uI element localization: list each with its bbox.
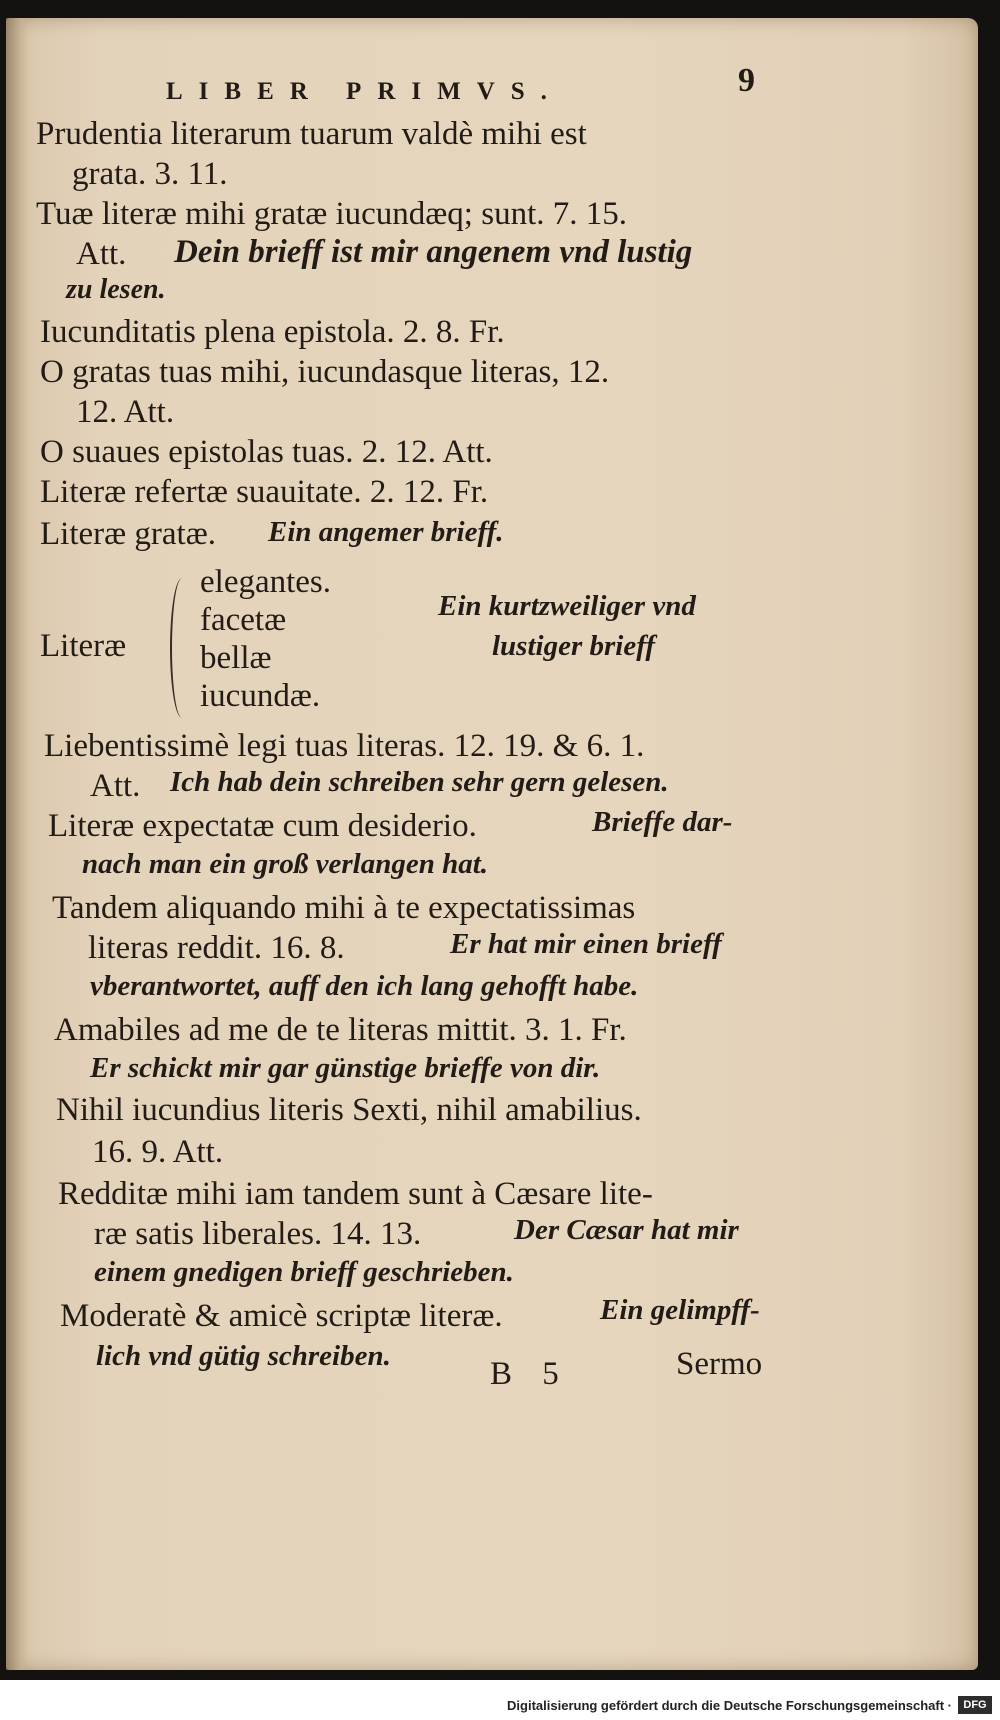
text-line: literas reddit. 16. 8. [88,930,345,966]
german-gloss: Ich hab dein schreiben sehr gern gelesen. [170,766,669,798]
text-line: Literæ refertæ suauitate. 2. 12. Fr. [40,474,489,510]
text-line: 12. Att. [76,394,175,430]
dfg-logo: DFG [958,1696,992,1714]
german-gloss: Ein gelimpff- [600,1294,760,1326]
text-line: Amabiles ad me de te literas mittit. 3. 1. Fr. [54,1012,627,1048]
page-number: 9 [738,62,755,99]
credit-text: Digitalisierung gefördert durch die Deutsche Forschungsgemeinschaft · [507,1698,952,1713]
text-line: Tandem aliquando mihi à te expectatissimas [52,890,636,926]
german-gloss: einem gnedigen brieff geschrieben. [94,1256,514,1288]
text-line: O gratas tuas mihi, iucundasque literas, 12. [40,354,610,390]
text-line: Prudentia literarum tuarum valdè mihi est [36,116,587,152]
text-line: Liebentissimè legi tuas literas. 12. 19. & 6. 1. [44,728,645,764]
text-line: O suaues epistolas tuas. 2. 12. Att. [40,434,493,470]
bracket-item: facetæ [200,602,287,638]
bracket-item: elegantes. [200,564,332,600]
text-line: Iucunditatis plena epistola. 2. 8. Fr. [40,314,505,350]
text-line: Redditæ mihi iam tandem sunt à Cæsare lite- [58,1176,653,1212]
text-line: grata. 3. 11. [72,156,228,192]
german-gloss: Er hat mir einen brieff [450,928,722,960]
catchword: Sermo [676,1346,763,1382]
german-gloss: Der Cæsar hat mir [514,1214,739,1246]
german-gloss: nach man ein groß verlangen hat. [82,848,489,880]
text-line: Literæ gratæ. [40,516,216,552]
text-line: Tuæ literæ mihi gratæ iucundæq; sunt. 7. 15. [36,196,627,232]
german-gloss: Ein kurtzweiliger vnd [438,590,696,622]
german-gloss: lich vnd gütig schreiben. [96,1340,391,1372]
text-line: Literæ expectatæ cum desiderio. [48,808,477,844]
german-gloss: Brieffe dar- [592,806,733,838]
german-gloss: zu lesen. [66,274,166,305]
curly-bracket [170,578,194,718]
text-line: Nihil iucundius literis Sexti, nihil amabilius. [56,1092,642,1128]
german-gloss: lustiger brieff [492,630,655,662]
text-line: 16. 9. Att. [92,1134,224,1170]
bracket-item: iucundæ. [200,678,321,714]
signature-mark: B 5 [490,1356,559,1392]
german-gloss: Er schickt mir gar günstige brieffe von dir. [90,1052,601,1084]
german-gloss: vberantwortet, auff den ich lang gehofft habe. [90,970,639,1002]
german-gloss: Dein brieff ist mir angenem vnd lustig [174,234,693,270]
text-line: ræ satis liberales. 14. 13. [94,1216,422,1252]
page-gutter [6,18,28,1670]
text-line: Att. [90,768,141,804]
text-line: Att. [76,236,127,272]
book-page [6,18,978,1670]
bracket-item: bellæ [200,640,272,676]
bracket-lead: Literæ [40,628,127,664]
german-gloss: Ein angemer brieff. [268,516,504,548]
running-head: LIBER PRIMVS. [166,78,563,105]
text-line: Moderatè & amicè scriptæ literæ. [60,1298,503,1334]
